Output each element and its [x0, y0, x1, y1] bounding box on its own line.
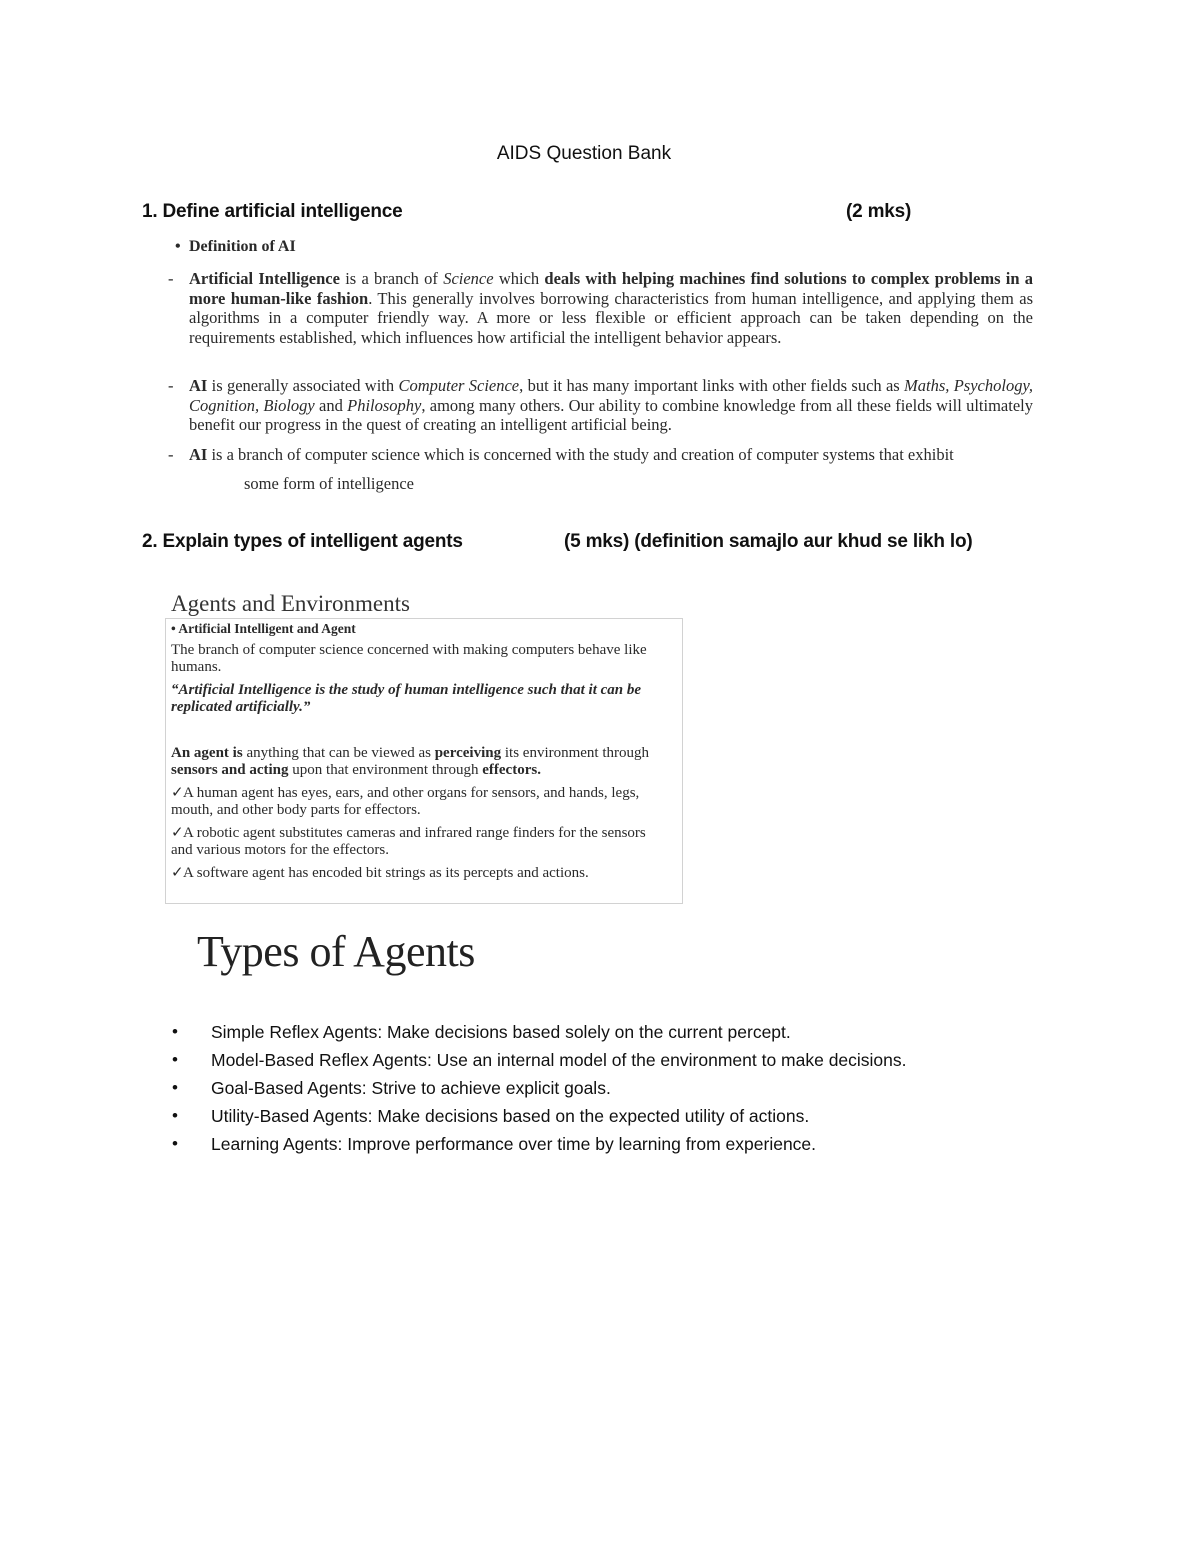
italic-term: Science — [443, 269, 494, 288]
dash-marker: - — [168, 445, 174, 464]
text-run: anything that can be viewed as — [242, 745, 435, 761]
list-item-text: Learning Agents: Improve performance over time by learning from experience. — [211, 1134, 817, 1154]
bullet-dot: • — [171, 621, 179, 636]
check-item-text: A robotic agent substitutes cameras and infrared range finders for the sensors and various motors for the effectors. — [171, 825, 646, 858]
ai-definition-continuation: some form of intelligence — [244, 474, 414, 493]
document-title: AIDS Question Bank — [496, 143, 672, 164]
bold-phrase: effectors. — [482, 762, 541, 778]
text-run: which — [493, 269, 545, 288]
bold-phrase: An agent is — [171, 745, 243, 761]
list-item-text: Model-Based Reflex Agents: Use an internal model of the environment to make decisions. — [211, 1050, 907, 1070]
figure-check-item — [171, 865, 676, 882]
bold-term: AI — [189, 445, 208, 464]
figure-bullet-text: Artificial Intelligent and Agent — [178, 621, 356, 636]
text-run: upon that environment through — [288, 762, 483, 778]
list-item-text: Simple Reflex Agents: Make decisions based solely on the current percept. — [211, 1022, 791, 1042]
figure-agent-definition — [171, 745, 676, 779]
bullet-dot: • — [172, 1050, 178, 1069]
figure-definition: The branch of computer science concerned with making computers behave like humans. — [171, 642, 647, 675]
bold-term: Artificial Intelligence — [189, 269, 340, 288]
ai-definition-item — [168, 269, 1033, 347]
check-icon: ✓ — [171, 825, 184, 841]
figure-quote: “Artificial Intelligence is the study of human intelligence such that it can be replicated artificially.” — [171, 682, 642, 715]
text-run: , but it has many important links with other fields such as — [519, 376, 905, 395]
text-run: , among many others. Our ability to combine knowledge from all these fields will ultimately benefit our progress in the quest of creating an intelligent artificial being. — [189, 395, 1033, 434]
list-item-text: Goal-Based Agents: Strive to achieve explicit goals. — [211, 1078, 611, 1098]
bold-phrase: deals with helping machines find solutions to complex problems in a more human-like fashion — [189, 269, 1033, 308]
definition-heading-text: Definition of AI — [189, 238, 296, 255]
question-1: 1. Define artificial intelligence — [142, 201, 403, 222]
bullet-dot: • — [172, 1134, 178, 1153]
figure-check-item — [171, 785, 641, 819]
check-icon: ✓ — [171, 865, 184, 881]
ai-definition-text — [189, 376, 1033, 435]
question-2: 2. Explain types of intelligent agents — [142, 531, 463, 552]
question-2-marks: (5 mks) (definition samajlo aur khud se likh lo) — [564, 531, 973, 552]
text-run: is a branch of computer science which is concerned with the study and creation of computer systems that exhibit — [207, 445, 954, 464]
text-run: its environment through — [501, 745, 650, 761]
italic-term: Computer Science — [398, 376, 520, 395]
check-item-text: A human agent has eyes, ears, and other organs for sensors, and hands, legs, mouth, and other body parts for effectors. — [171, 785, 640, 818]
text-run: is a branch of — [339, 269, 444, 288]
figure-bullet — [171, 620, 676, 637]
bullet-dot: • — [172, 1022, 178, 1041]
figure-check-item — [171, 825, 671, 859]
dash-marker: - — [168, 376, 174, 395]
text-run: . This generally involves borrowing characteristics from human intelligence, and applying them as algorithms in a computer friendly way. A more or less flexible or efficient approach can be taken depending on the requirements established, which influences how artificial the intelligent behavior appears. — [189, 288, 1033, 347]
question-1-marks: (2 mks) — [846, 201, 912, 222]
dash-marker: - — [168, 269, 174, 288]
text-run: and — [314, 395, 348, 415]
bold-phrase: sensors and acting — [171, 762, 289, 778]
italic-term: Philosophy — [347, 395, 422, 415]
ai-definition-item — [168, 376, 1033, 435]
ai-definition-text — [189, 269, 1033, 347]
bullet-dot: • — [172, 1106, 178, 1125]
bold-phrase: perceiving — [434, 745, 502, 761]
check-icon: ✓ — [171, 785, 184, 801]
italic-term: Maths, Psychology, Cognition, Biology — [189, 376, 1033, 415]
definition-heading — [175, 238, 296, 256]
ai-definition-text — [189, 445, 1038, 465]
bullet-dot: • — [172, 1078, 178, 1097]
agents-environments-heading: Agents and Environments — [171, 591, 410, 616]
types-of-agents-heading: Types of Agents — [197, 927, 475, 976]
bullet-dot: • — [175, 238, 181, 255]
text-run: is generally associated with — [207, 376, 399, 395]
ai-definition-item — [168, 445, 1038, 465]
bold-term: AI — [189, 376, 208, 395]
check-item-text: A software agent has encoded bit strings as its percepts and actions. — [183, 865, 589, 881]
list-item-text: Utility-Based Agents: Make decisions based on the expected utility of actions. — [211, 1106, 810, 1126]
